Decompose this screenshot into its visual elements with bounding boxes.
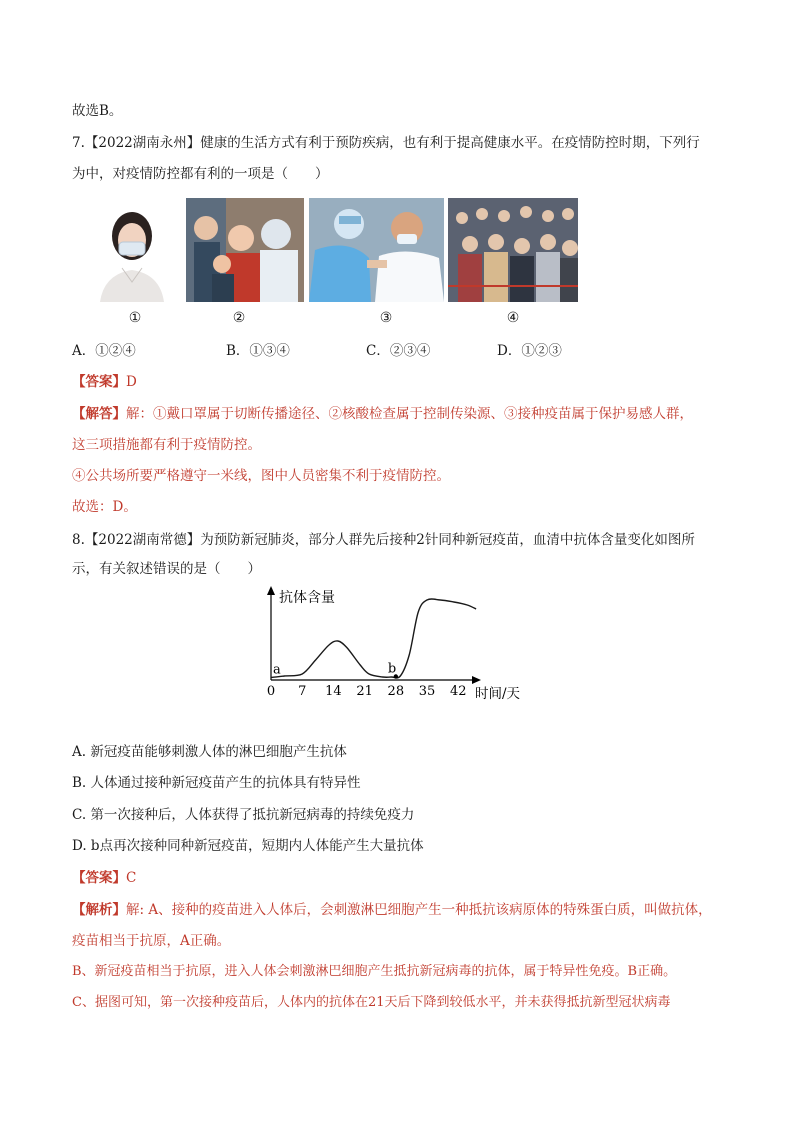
q7-image-label-2: ② [232, 310, 246, 326]
q8-stem-line1 [72, 530, 695, 550]
x-tick-label: 14 [325, 684, 342, 699]
q7-option-a: A．①②④ [72, 343, 136, 359]
q7-answer-value: D [126, 374, 137, 390]
q8-source: 【2022湖南常德】 [84, 532, 201, 548]
q7-number: 7. [72, 135, 85, 151]
x-tick-label: 28 [387, 684, 405, 699]
q8-answer-line [72, 868, 136, 888]
q8-option-b: B. 人体通过接种新冠疫苗产生的抗体具有特异性 [72, 775, 361, 791]
q8-number: 8. [72, 532, 85, 548]
antibody-curve [271, 599, 476, 678]
q8-option-d: D. b点再次接种同种新冠疫苗，短期内人体能产生大量抗体 [72, 838, 424, 854]
q7-source: 【2022湖南永州】 [84, 135, 201, 151]
x-tick-label: 21 [356, 684, 373, 699]
q7-stem-text: 健康的生活方式有利于预防疾病，也有利于提高健康水平。在疫情防控时期，下列行 [200, 135, 700, 151]
q7-explain-line2: 这三项措施都有利于疫情防控。 [72, 437, 261, 453]
q7-image-label-1: ① [128, 310, 142, 326]
q8-explain-line2: 疫苗相当于抗原，A正确。 [72, 933, 231, 949]
q7-explain-text1: 解：①戴口罩属于切断传播途径、②核酸检查属于控制传染源、③接种疫苗属于保护易感人群， [126, 406, 693, 422]
y-axis-arrow [267, 586, 275, 595]
q7-answer-line [72, 372, 137, 392]
q7-explain-tag: 【解答】 [72, 406, 126, 422]
x-axis-arrow [472, 676, 481, 684]
x-tick-label: 42 [449, 684, 467, 699]
q7-option-c: C．②③④ [366, 343, 431, 359]
q8-explain-line1 [72, 900, 712, 920]
q8-option-c: C. 第一次接种后，人体获得了抵抗新冠病毒的持续免疫力 [72, 807, 415, 823]
q7-image-3-vaccination [309, 198, 444, 302]
x-tick-labels [267, 684, 467, 699]
q7-image-label-3: ③ [379, 310, 393, 326]
antibody-level-chart [255, 582, 545, 704]
q7-option-b: B．①③④ [226, 343, 290, 359]
q7-image-4-crowd [448, 198, 578, 302]
prev-answer-conclusion: 故选B。 [72, 103, 123, 119]
x-tick-label: 35 [418, 684, 436, 699]
x-tick-label: 7 [298, 684, 307, 699]
q7-image-2-nucleic-acid-test [186, 198, 304, 302]
q8-option-a: A. 新冠疫苗能够刺激人体的淋巴细胞产生抗体 [72, 744, 347, 760]
q8-explain-text1: 解: A、接种的疫苗进入人体后，会刺激淋巴细胞产生一种抵抗该病原体的特殊蛋白质，叫做抗体， [126, 902, 712, 918]
q8-stem-line2: 示，有关叙述错误的是（ ） [72, 561, 261, 577]
q7-explain-line3: ④公共场所要严格遵守一米线，图中人员密集不利于疫情防控。 [72, 468, 450, 484]
q7-stem-line2: 为中，对疫情防控都有利的一项是（ ） [72, 166, 329, 182]
x-axis-label: 时间/天 [475, 686, 521, 702]
q7-image-label-4: ④ [506, 310, 520, 326]
x-tick-label: 0 [266, 684, 276, 699]
q7-answer-tag: 【答案】 [72, 374, 126, 390]
q8-explain-tag: 【解析】 [72, 902, 126, 918]
q7-explain-line1 [72, 404, 693, 424]
q8-answer-value: C [126, 870, 137, 886]
q7-image-1-mask-wearing [90, 198, 174, 302]
q7-explain-line4: 故选：D。 [72, 499, 137, 515]
y-axis-label: 抗体含量 [279, 590, 335, 606]
q8-stem-text: 为预防新冠肺炎，部分人群先后接种2针同种新冠疫苗，血清中抗体含量变化如图所 [200, 532, 695, 548]
q8-explain-line4: C、据图可知，第一次接种疫苗后，人体内的抗体在21天后下降到较低水平，并未获得抵抗新型冠状病毒 [72, 995, 671, 1010]
q8-answer-tag: 【答案】 [72, 870, 126, 886]
point-label-b: b [387, 661, 397, 677]
q7-option-d: D．①②③ [497, 343, 562, 359]
point-label-a: a [273, 662, 281, 678]
q7-stem-line1 [72, 133, 700, 153]
q8-explain-line3: B、新冠疫苗相当于抗原，进入人体会刺激淋巴细胞产生抵抗新冠病毒的抗体，属于特异性免疫。B正确。 [72, 964, 677, 979]
